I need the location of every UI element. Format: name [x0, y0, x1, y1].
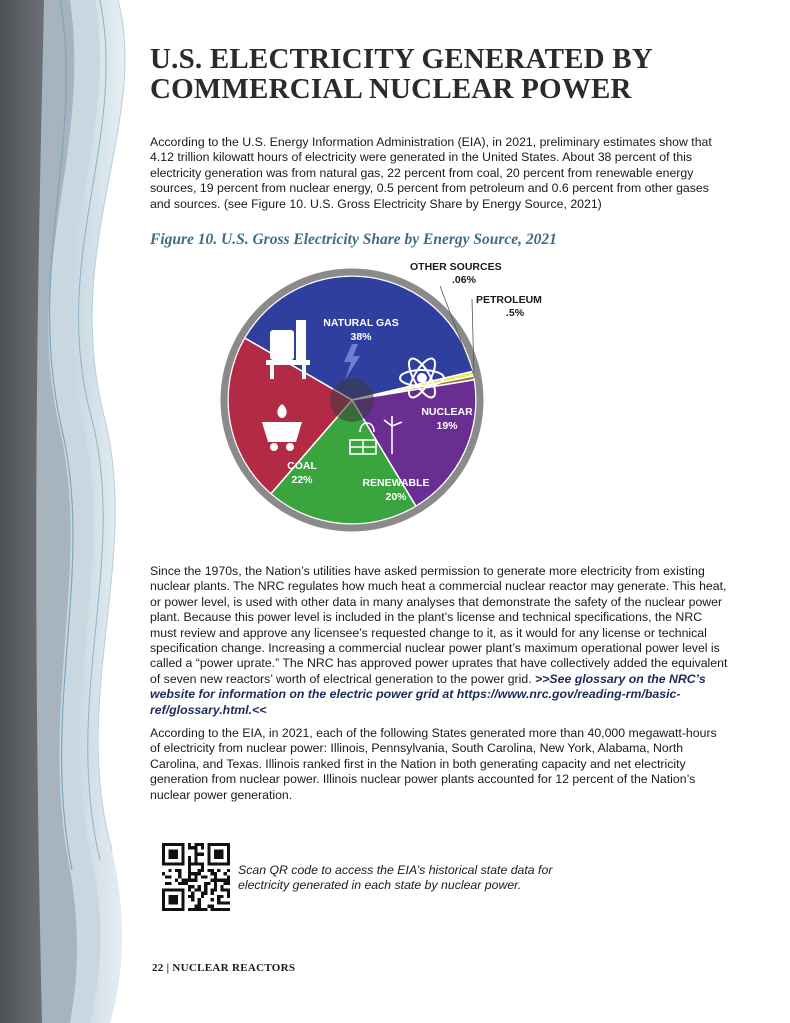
qr-module: [162, 908, 165, 911]
qr-module: [207, 856, 210, 859]
qr-caption: Scan QR code to access the EIA’s historical state data for electricity generated in each state by nuclear power.: [238, 863, 553, 892]
qr-module: [201, 843, 204, 846]
qr-module: [172, 856, 175, 859]
qr-module: [191, 908, 194, 911]
qr-module: [214, 843, 217, 846]
qr-module: [168, 849, 171, 852]
pie-value-nuclear: 19%: [436, 420, 458, 432]
qr-module: [168, 908, 171, 911]
qr-module: [207, 843, 210, 846]
qr-module: [207, 846, 210, 849]
qr-module: [214, 872, 217, 875]
qr-module: [181, 905, 184, 908]
qr-module: [217, 898, 220, 901]
qr-module: [168, 901, 171, 904]
qr-module: [188, 862, 191, 865]
qr-module: [168, 856, 171, 859]
qr-module: [211, 888, 214, 891]
qr-module: [181, 882, 184, 885]
qr-module: [162, 843, 165, 846]
qr-module: [178, 869, 181, 872]
qr-module: [227, 888, 230, 891]
qr-module: [175, 853, 178, 856]
qr-module: [227, 853, 230, 856]
qr-module: [204, 882, 207, 885]
qr-module: [224, 879, 227, 882]
qr-module: [191, 885, 194, 888]
qr-module: [178, 875, 181, 878]
qr-module: [168, 898, 171, 901]
qr-module: [175, 862, 178, 865]
qr-module: [220, 843, 223, 846]
qr-module: [191, 892, 194, 895]
qr-module: [227, 843, 230, 846]
qr-module: [185, 879, 188, 882]
qr-module: [162, 859, 165, 862]
qr-module: [172, 888, 175, 891]
qr-module: [162, 872, 165, 875]
qr-module: [207, 905, 210, 908]
pie-chart: [190, 250, 570, 550]
qr-module: [194, 856, 197, 859]
qr-module: [178, 862, 181, 865]
qr-module: [211, 892, 214, 895]
qr-module: [188, 869, 191, 872]
qr-module: [201, 895, 204, 898]
qr-module: [188, 908, 191, 911]
page-title: [150, 44, 750, 104]
page-footer: 22 | NUCLEAR REACTORS: [152, 962, 296, 974]
qr-module: [214, 875, 217, 878]
qr-module: [175, 849, 178, 852]
pie-value-coal: 22%: [291, 474, 313, 486]
qr-module: [162, 901, 165, 904]
qr-module: [172, 843, 175, 846]
qr-module: [191, 879, 194, 882]
qr-module: [185, 882, 188, 885]
qr-module: [198, 888, 201, 891]
qr-module: [168, 888, 171, 891]
qr-module: [172, 901, 175, 904]
qr-module: [224, 901, 227, 904]
qr-module: [204, 908, 207, 911]
qr-module: [227, 862, 230, 865]
qr-module: [168, 869, 171, 872]
qr-module: [188, 843, 191, 846]
qr-module: [227, 875, 230, 878]
qr-module: [214, 856, 217, 859]
qr-module: [224, 843, 227, 846]
qr-module: [224, 888, 227, 891]
qr-module: [181, 879, 184, 882]
side-wave-decoration: [0, 0, 160, 1023]
qr-module: [162, 862, 165, 865]
qr-module: [198, 908, 201, 911]
qr-module: [201, 875, 204, 878]
qr-module: [220, 856, 223, 859]
qr-module: [178, 843, 181, 846]
qr-module: [207, 862, 210, 865]
qr-module: [198, 901, 201, 904]
qr-module: [204, 888, 207, 891]
qr-module: [220, 879, 223, 882]
qr-module: [227, 846, 230, 849]
qr-module: [168, 862, 171, 865]
qr-module: [194, 862, 197, 865]
qr-module: [181, 901, 184, 904]
qr-module: [214, 888, 217, 891]
qr-module: [188, 856, 191, 859]
qr-module: [211, 905, 214, 908]
qr-module: [172, 862, 175, 865]
qr-module: [191, 872, 194, 875]
qr-module: [175, 898, 178, 901]
qr-module: [201, 908, 204, 911]
qr-module: [224, 862, 227, 865]
qr-module: [201, 862, 204, 865]
qr-module: [181, 895, 184, 898]
power-uprate-paragraph: [150, 564, 730, 718]
qr-module: [194, 905, 197, 908]
qr-module: [181, 898, 184, 901]
pie-label-natural-gas: NATURAL GAS: [323, 317, 399, 329]
qr-module: [172, 849, 175, 852]
qr-module: [175, 888, 178, 891]
qr-module: [191, 862, 194, 865]
qr-module: [217, 908, 220, 911]
qr-module: [188, 866, 191, 869]
qr-code[interactable]: [162, 843, 230, 911]
qr-module: [214, 885, 217, 888]
qr-module: [220, 853, 223, 856]
qr-module: [207, 849, 210, 852]
qr-module: [227, 879, 230, 882]
qr-module: [175, 895, 178, 898]
pie-hub: [330, 378, 374, 422]
qr-module: [204, 885, 207, 888]
qr-module: [172, 853, 175, 856]
qr-module: [181, 859, 184, 862]
qr-module: [207, 859, 210, 862]
qr-module: [178, 872, 181, 875]
qr-module: [198, 843, 201, 846]
qr-module: [198, 872, 201, 875]
page-title-line-2: COMMERCIAL NUCLEAR POWER: [150, 73, 632, 105]
qr-module: [194, 872, 197, 875]
pie-label-nuclear: NUCLEAR: [421, 406, 473, 418]
qr-module: [168, 895, 171, 898]
qr-module: [175, 869, 178, 872]
qr-module: [220, 849, 223, 852]
qr-module: [227, 901, 230, 904]
qr-module: [191, 895, 194, 898]
qr-module: [214, 908, 217, 911]
qr-module: [194, 846, 197, 849]
qr-module: [211, 872, 214, 875]
qr-module: [194, 875, 197, 878]
qr-module: [165, 908, 168, 911]
qr-module: [224, 872, 227, 875]
qr-module: [191, 898, 194, 901]
qr-module: [198, 869, 201, 872]
qr-module: [220, 888, 223, 891]
qr-module: [191, 846, 194, 849]
qr-module: [198, 898, 201, 901]
qr-module: [181, 849, 184, 852]
page-title-line-1: U.S. ELECTRICITY GENERATED BY: [150, 43, 653, 75]
qr-module: [214, 862, 217, 865]
qr-module: [188, 895, 191, 898]
qr-module: [227, 892, 230, 895]
glossary-link[interactable]: >>See glossary on the NRC’s website for information on the electric power grid at https://www.nrc.gov/reading-rm/basic-ref/glossary.html.<<: [150, 671, 706, 717]
qr-module: [198, 885, 201, 888]
qr-module: [211, 869, 214, 872]
qr-module: [214, 879, 217, 882]
power-uprate-text: Since the 1970s, the Nation’s utilities have asked permission to generate more electricity from existing nuclear plants. The NRC regulates how much heat a commercial nuclear reactor may generate. This heat, or power level, is used with other data in many analyses that demonstrate the safety of the nuclear power plant. Because this power level is included in the plant’s license and technical specifications, the NRC must review and approve any licensee’s requested change to it, as it would for any license or technical specification change. Increasing a commercial nuclear power plant’s maximum operational power level is called a “power uprate.” The NRC has approved power uprates that have collectively added the equivalent of seven new reactors’ worth of electrical generation to the power grid.: [150, 564, 728, 686]
qr-module: [204, 892, 207, 895]
qr-module: [207, 853, 210, 856]
qr-module: [198, 853, 201, 856]
qr-module: [227, 908, 230, 911]
qr-module: [217, 843, 220, 846]
qr-module: [194, 849, 197, 852]
qr-module: [211, 879, 214, 882]
qr-module: [165, 888, 168, 891]
qr-module: [194, 908, 197, 911]
qr-module: [181, 843, 184, 846]
qr-module: [162, 888, 165, 891]
qr-module: [178, 882, 181, 885]
qr-module: [207, 869, 210, 872]
pie-label-coal: COAL: [287, 460, 317, 472]
qr-module: [211, 908, 214, 911]
qr-module: [220, 862, 223, 865]
qr-module: [175, 879, 178, 882]
qr-module: [172, 908, 175, 911]
qr-module: [162, 846, 165, 849]
qr-module: [194, 853, 197, 856]
pie-value-other-sources: .06%: [452, 274, 476, 286]
qr-module: [168, 853, 171, 856]
qr-module: [220, 901, 223, 904]
qr-module: [188, 859, 191, 862]
qr-module: [227, 869, 230, 872]
qr-module: [188, 888, 191, 891]
qr-module: [188, 885, 191, 888]
qr-module: [168, 882, 171, 885]
qr-module: [227, 849, 230, 852]
qr-module: [162, 905, 165, 908]
qr-module: [175, 901, 178, 904]
qr-module: [178, 908, 181, 911]
qr-module: [207, 882, 210, 885]
qr-module: [201, 846, 204, 849]
qr-module: [181, 892, 184, 895]
qr-module: [214, 882, 217, 885]
qr-module: [181, 888, 184, 891]
qr-module: [211, 898, 214, 901]
qr-module: [162, 853, 165, 856]
qr-module: [165, 875, 168, 878]
qr-module: [217, 879, 220, 882]
qr-module: [220, 908, 223, 911]
qr-module: [175, 843, 178, 846]
pie-value-renewable: 20%: [385, 491, 407, 503]
qr-module: [162, 895, 165, 898]
qr-module: [217, 901, 220, 904]
qr-module: [224, 908, 227, 911]
qr-module: [178, 888, 181, 891]
state-generation-paragraph: According to the EIA, in 2021, each of the following States generated more than 40,000 megawatt-hours of electricity from nuclear power: Illinois, Pennsylvania, South Carolina, New York, Alabama, North Carolina, and Texas. Illinois ranked first in the Nation in both generating capacity and net electricity generation from nuclear power. Illinois nuclear power plants accounted for 12 percent of the Nation’s nuclear power generation.: [150, 726, 717, 802]
qr-module: [172, 895, 175, 898]
qr-module: [172, 898, 175, 901]
pie-label-other-sources: OTHER SOURCES: [410, 261, 502, 273]
pie-value-petroleum: .5%: [506, 307, 525, 319]
qr-module: [165, 862, 168, 865]
qr-module: [201, 853, 204, 856]
qr-module: [165, 882, 168, 885]
qr-module: [227, 856, 230, 859]
qr-module: [168, 843, 171, 846]
qr-module: [220, 895, 223, 898]
qr-module: [188, 879, 191, 882]
qr-module: [220, 885, 223, 888]
qr-module: [194, 879, 197, 882]
qr-module: [188, 846, 191, 849]
pie-label-petroleum: PETROLEUM: [476, 294, 542, 306]
pie-label-renewable: RENEWABLE: [362, 477, 430, 489]
qr-module: [165, 843, 168, 846]
qr-module: [201, 892, 204, 895]
qr-module: [217, 895, 220, 898]
qr-module: [217, 869, 220, 872]
qr-module: [227, 859, 230, 862]
qr-module: [194, 843, 197, 846]
qr-module: [217, 856, 220, 859]
qr-module: [227, 882, 230, 885]
qr-module: [211, 843, 214, 846]
qr-module: [204, 875, 207, 878]
figure-caption: Figure 10. U.S. Gross Electricity Share by Energy Source, 2021: [150, 231, 557, 248]
qr-module: [181, 862, 184, 865]
qr-module: [162, 898, 165, 901]
qr-module: [188, 872, 191, 875]
qr-module: [168, 875, 171, 878]
qr-module: [194, 859, 197, 862]
qr-module: [211, 862, 214, 865]
qr-module: [201, 869, 204, 872]
qr-module: [217, 853, 220, 856]
qr-module: [181, 856, 184, 859]
qr-module: [214, 849, 217, 852]
qr-module: [224, 882, 227, 885]
qr-module: [175, 908, 178, 911]
qr-module: [217, 849, 220, 852]
qr-module: [194, 888, 197, 891]
qr-module: [217, 862, 220, 865]
qr-module: [188, 875, 191, 878]
qr-module: [214, 853, 217, 856]
qr-module: [198, 905, 201, 908]
pie-value-natural-gas: 38%: [350, 331, 372, 343]
qr-module: [198, 862, 201, 865]
qr-module: [162, 856, 165, 859]
qr-module: [227, 895, 230, 898]
qr-module: [162, 849, 165, 852]
qr-module: [181, 853, 184, 856]
intro-paragraph: According to the U.S. Energy Information Administration (EIA), in 2021, preliminary estimates show that 4.12 trillion kilowatt hours of electricity were generated in the United States. About 38 percent of this electricity generation was from natural gas, 22 percent from coal, 20 percent from renewable energy sources, 19 percent from nuclear energy, 0.5 percent from petroleum and 0.6 percent from other gases and sources. (see Figure 10. U.S. Gross Electricity Share by Energy Source, 2021): [150, 135, 712, 211]
qr-module: [181, 846, 184, 849]
qr-module: [181, 908, 184, 911]
qr-module: [175, 856, 178, 859]
qr-module: [201, 866, 204, 869]
qr-module: [162, 892, 165, 895]
